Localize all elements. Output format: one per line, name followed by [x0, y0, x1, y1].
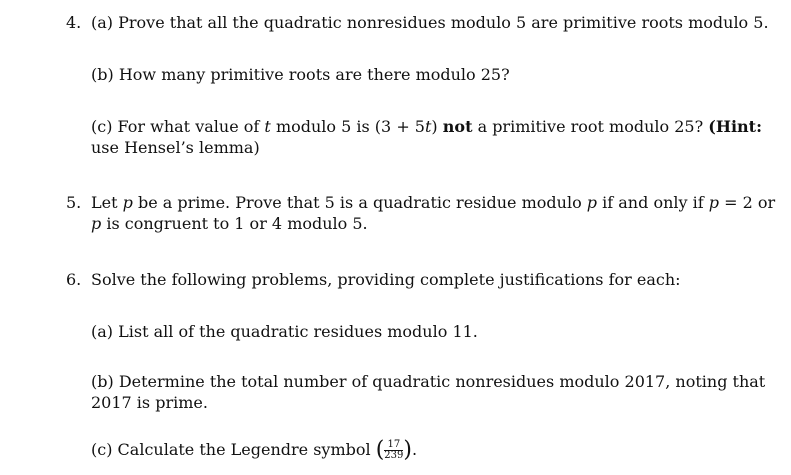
- problem-4a-label: (a): [91, 13, 114, 32]
- variable-p: p: [708, 193, 719, 212]
- problem-5-line2-text: is congruent to 1 or 4 modulo 5.: [106, 214, 368, 233]
- problem-6c-end: .: [411, 440, 418, 459]
- problem-4a: [91, 13, 769, 33]
- variable-t: t: [424, 117, 432, 136]
- problem-6b-line2: 2017 is prime.: [91, 393, 208, 412]
- problem-4c-text-post: ): [431, 117, 438, 136]
- variable-t: t: [264, 117, 271, 136]
- variable-p: p: [91, 214, 102, 233]
- problem-6a: [91, 322, 478, 342]
- problem-4a-text: Prove that all the quadratic nonresidues modulo 5 are primitive roots modulo 5.: [118, 13, 769, 32]
- problem-5-text-eq: = 2 or: [724, 193, 776, 212]
- problem-5-line2: [91, 214, 368, 234]
- emphasis-not: not: [442, 117, 473, 136]
- problem-6-number: 6.: [66, 270, 82, 289]
- hint-label: (Hint:: [708, 117, 762, 136]
- problem-6b-label: (b): [91, 372, 114, 391]
- problem-6b-text: Determine the total number of quadratic nonresidues modulo 2017, noting that: [118, 372, 766, 391]
- legendre-denominator: 239: [384, 450, 404, 461]
- problem-6c-text: Calculate the Legendre symbol: [117, 440, 371, 459]
- problem-6a-text: List all of the quadratic residues modulo 11.: [118, 322, 478, 341]
- problem-5-number: 5.: [66, 193, 82, 212]
- problem-6b: [91, 372, 765, 392]
- problem-4b: [91, 65, 510, 85]
- problem-4c-text-mid: modulo 5 is (3 + 5: [275, 117, 425, 136]
- problem-4c: [91, 117, 762, 137]
- problem-4b-label: (b): [91, 65, 114, 84]
- problem-4c-text-after: a primitive root modulo 25?: [477, 117, 704, 136]
- problem-4c-label: (c): [91, 117, 113, 136]
- problem-5-text-pre: Let: [91, 193, 118, 212]
- problem-4-number: 4.: [66, 13, 82, 32]
- legendre-open-paren: (: [375, 437, 385, 463]
- problem-6c: [91, 437, 418, 463]
- variable-p: p: [122, 193, 133, 212]
- problem-5-line1: [91, 193, 775, 213]
- problem-6-intro: Solve the following problems, providing complete justifications for each:: [91, 270, 681, 289]
- problem-4c-text-pre: For what value of: [117, 117, 260, 136]
- legendre-close-paren: ): [403, 437, 412, 463]
- problem-5-text-mid2: if and only if: [602, 193, 704, 212]
- problem-4b-text: How many primitive roots are there modulo 25?: [118, 65, 510, 84]
- problem-5-text-mid: be a prime. Prove that 5 is a quadratic residue modulo: [137, 193, 582, 212]
- problem-4c-line2: use Hensel’s lemma): [91, 138, 260, 157]
- problem-6c-label: (c): [91, 440, 113, 459]
- problem-6a-label: (a): [91, 322, 114, 341]
- legendre-symbol: [384, 440, 403, 461]
- legendre-numerator: 17: [384, 440, 403, 451]
- variable-p: p: [586, 193, 598, 212]
